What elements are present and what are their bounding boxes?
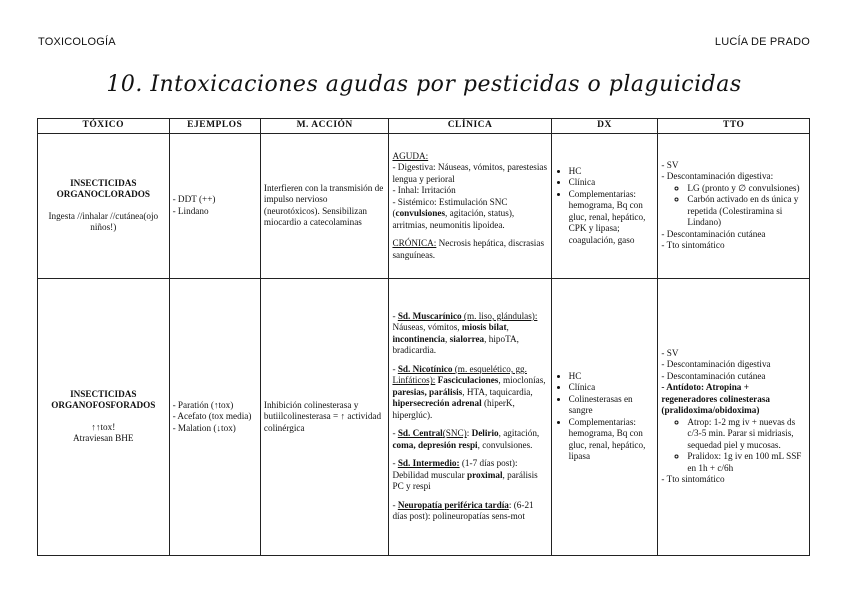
dx-item: • Colinesterasas en sangre bbox=[569, 394, 655, 417]
tto-line: - Descontaminación cutánea bbox=[661, 228, 766, 239]
sd-central: - Sd. Central(SNC): Delirio, agitación, coma, depresión respi, convulsiones. bbox=[392, 428, 540, 450]
col-clinica: CLÍNICA bbox=[389, 119, 551, 134]
dx-item: • Clínica bbox=[569, 382, 655, 394]
tto-line: - Tto sintomático bbox=[661, 474, 725, 485]
clinica-line: - Inhal: Irritación bbox=[392, 185, 456, 196]
cell-dx bbox=[551, 278, 658, 555]
cell-accion: Inhibición colinesterasa y butiilcolinesterasa = ↑ actividad colinérgica bbox=[260, 278, 389, 555]
dx-item: • HC bbox=[569, 166, 655, 178]
clinica-cronica: CRÓNICA: Necrosis hepática, discrasias sanguíneas. bbox=[392, 238, 545, 260]
pesticides-table bbox=[37, 118, 810, 556]
header-author: LUCÍA DE PRADO bbox=[714, 36, 810, 48]
dx-item: • Complementarias: hemograma, Bq con gluc, renal, hepático, lipasa bbox=[569, 417, 655, 463]
toxico-note: Atraviesan BHE bbox=[73, 433, 134, 444]
tto-line: - SV bbox=[661, 347, 679, 358]
cell-ejemplos bbox=[169, 133, 260, 278]
cell-dx bbox=[551, 133, 658, 278]
clinica-aguda-title: AGUDA: bbox=[392, 150, 429, 161]
cell-tto bbox=[658, 278, 810, 555]
dx-item: • Complementarias: hemograma, Bq con gluc, renal, hepático, CPK y lipasa; coagulación, gaso bbox=[569, 189, 655, 247]
ejemplo-item: - Malation (↓tox) bbox=[172, 422, 236, 433]
page-title: 10. Intoxicaciones agudas por pesticidas o plaguicidas bbox=[106, 72, 742, 97]
table-header-row bbox=[38, 119, 810, 134]
ejemplo-item: - Acefato (tox media) bbox=[172, 411, 252, 422]
tto-sub-item: ◦ Atrop: 1-2 mg iv + nuevas ds c/3-5 min. Parar si midriasis, sequedad piel y mucosas. bbox=[687, 417, 806, 452]
clinica-line: - Digestiva: Náuseas, vómitos, parestesias lengua y perioral bbox=[392, 162, 548, 184]
tto-sub-item: ◦ LG (pronto y ∅ convulsiones) bbox=[687, 183, 806, 195]
neuropatia-tardia: - Neuropatía periférica tardía: (6-21 días post): polineuropatías sens-mot bbox=[392, 499, 534, 522]
col-dx: DX bbox=[551, 119, 658, 134]
col-ejemplos: EJEMPLOS bbox=[169, 119, 260, 134]
cell-clinica bbox=[389, 278, 551, 555]
toxico-arrows: ↑↑tox! bbox=[91, 421, 116, 432]
ejemplo-item: - DDT (++) bbox=[172, 194, 216, 205]
table-row-organofosforados bbox=[38, 278, 810, 555]
cell-toxico bbox=[38, 133, 170, 278]
tto-sub-item: ◦ Carbón activado en ds única y repetida (Colestiramina si Lindano) bbox=[687, 194, 806, 229]
tto-line: - Descontaminación cutánea bbox=[661, 370, 766, 381]
cell-toxico bbox=[38, 278, 170, 555]
col-accion: M. ACCIÓN bbox=[260, 119, 389, 134]
tto-line: - Descontaminación digestiva: bbox=[661, 171, 774, 182]
sd-muscarinico: - Sd. Muscarínico (m. liso, glándulas): Náuseas, vómitos, miosis bilat, incontinencia, sialorrea, hipoTA, bradicardia. bbox=[392, 310, 538, 356]
tto-antidote: - Antídoto: Atropina + regeneradores colinesterasa (pralidoxima/obidoxima) bbox=[661, 382, 771, 416]
toxico-name: INSECTICIDAS ORGANOCLORADOS bbox=[56, 177, 150, 200]
cell-ejemplos bbox=[169, 278, 260, 555]
sd-nicotinico: - Sd. Nicotínico (m. esquelético, gg. Linfáticos): Fasciculaciones, mioclonías, paresias, parálisis, HTA, taquicardia, hipersecreción adrenal (hiperK, hiperglúc). bbox=[392, 363, 546, 420]
col-tto: TTO bbox=[658, 119, 810, 134]
header-subject: TOXICOLOGÍA bbox=[38, 36, 116, 48]
col-toxico: TÓXICO bbox=[38, 119, 170, 134]
tto-line: - Descontaminación digestiva bbox=[661, 359, 771, 370]
toxico-name: INSECTICIDAS ORGANOFOSFORADOS bbox=[51, 388, 156, 411]
cell-clinica bbox=[389, 133, 551, 278]
dx-item: • Clínica bbox=[569, 177, 655, 189]
sd-intermedio: - Sd. Intermedio: (1-7 días post): Debilidad muscular proximal, parálisis PC y respi bbox=[392, 458, 538, 492]
cell-accion: Interfieren con la transmisión de impulso nervioso (neurotóxicos). Sensibilizan miocardio a catecolaminas bbox=[260, 133, 389, 278]
ejemplo-item: - Lindano bbox=[172, 205, 209, 216]
dx-item: • HC bbox=[569, 371, 655, 383]
cell-tto bbox=[658, 133, 810, 278]
toxico-note: Ingesta //inhalar //cutánea(ojo niños!) bbox=[48, 210, 159, 233]
ejemplo-item: - Paratión (↑tox) bbox=[172, 399, 234, 410]
tto-line: - SV bbox=[661, 159, 679, 170]
clinica-line: - Sistémico: Estimulación SNC (convulsiones, agitación, status), arritmias, neumonitis lipoidea. bbox=[392, 196, 515, 230]
tto-sub-item: ◦ Pralidox: 1g iv en 100 mL SSF en 1h + c/6h bbox=[687, 451, 806, 474]
table-row-organoclorados bbox=[38, 133, 810, 278]
tto-line: - Tto sintomático bbox=[661, 240, 725, 251]
